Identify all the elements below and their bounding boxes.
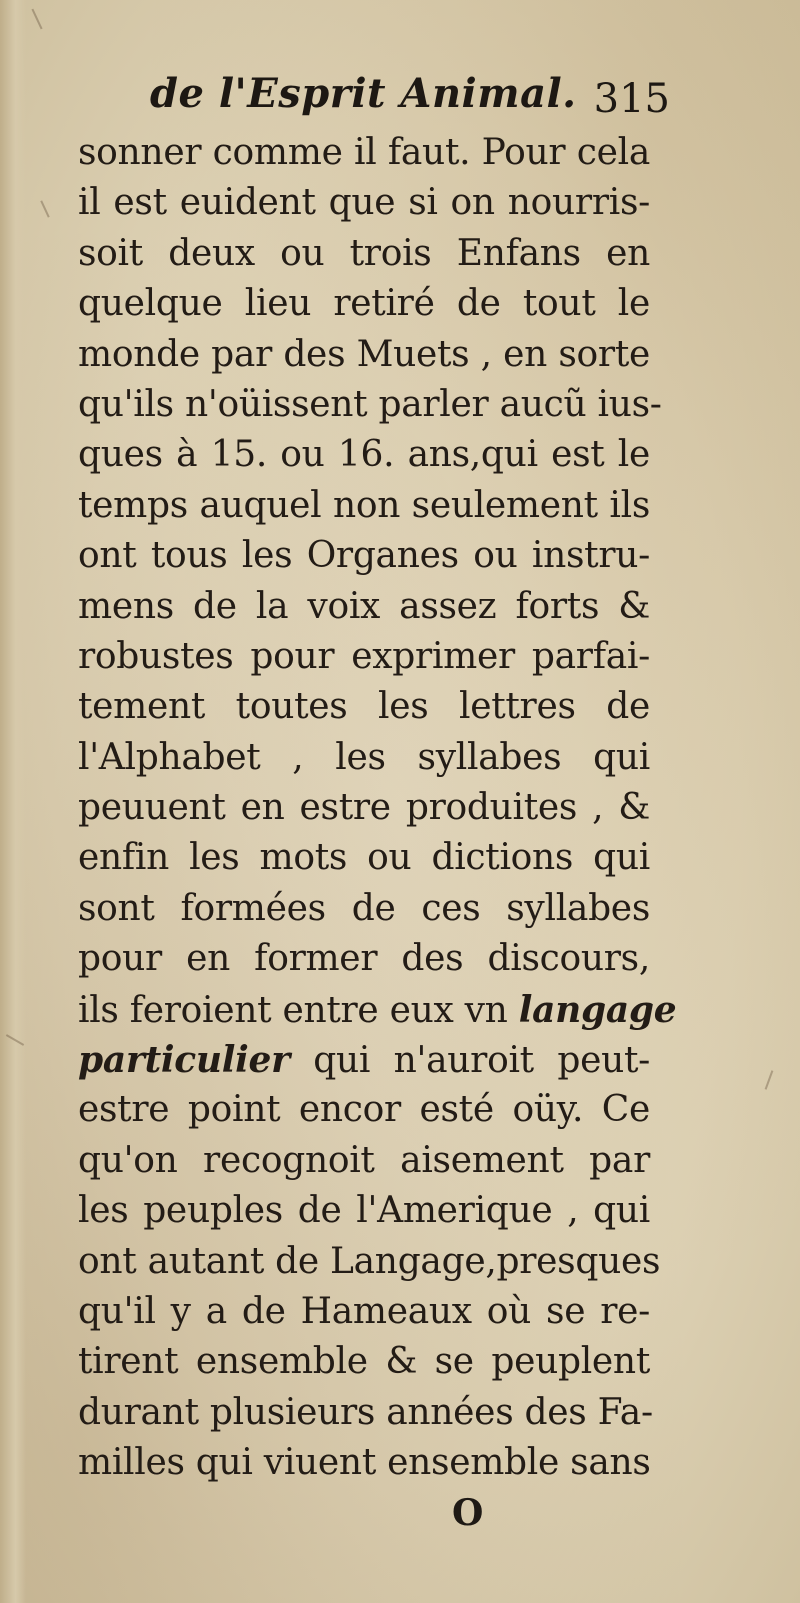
text-line: quelque lieu retiré de tout le — [78, 283, 650, 325]
italic-word: particulier — [78, 1039, 290, 1082]
text-line-prefix: ils feroient entre eux vn — [78, 989, 519, 1031]
text-line: tement toutes les lettres de — [78, 686, 650, 728]
text-line: sont formées de ces syllabes — [78, 887, 650, 929]
text-line: tirent ensemble & se peuplent — [78, 1341, 650, 1383]
text-line: ques à 15. ou 16. ans,qui est le — [78, 434, 650, 476]
running-title: de l'Esprit Animal. — [150, 70, 577, 117]
text-line: enfin les mots ou dictions qui — [78, 837, 650, 879]
text-line: pour en former des discours, — [78, 938, 650, 980]
text-line: robustes pour exprimer parfai- — [78, 635, 650, 677]
text-line: temps auquel non seulement ils — [78, 484, 650, 526]
text-line: milles qui viuent ensemble sans — [78, 1442, 651, 1484]
text-line: durant plusieurs années des Fa- — [78, 1391, 653, 1433]
page-gutter-edge — [0, 0, 26, 1603]
text-line: soit deux ou trois Enfans en — [78, 232, 650, 274]
italic-word: langage — [518, 988, 677, 1031]
body-text — [78, 128, 677, 1489]
text-line: ont tous les Organes ou instru- — [78, 535, 650, 577]
text-line: ont autant de Langage,presques — [78, 1240, 661, 1282]
text-line: sonner comme il faut. Pour cela — [78, 132, 650, 173]
text-line: qu'on recognoit aisement par — [78, 1139, 650, 1181]
text-line: peuuent en estre produites , & — [78, 787, 650, 829]
page-number: 315 — [593, 76, 670, 122]
text-line: estre point encor esté oüy. Ce — [78, 1089, 650, 1131]
text-line-with-italic — [78, 1035, 650, 1085]
text-line: qu'ils n'oüissent parler aucũ ius- — [78, 383, 662, 425]
text-line: il est euident que si on nourris- — [78, 182, 650, 224]
bleed-through-mark — [40, 200, 49, 217]
text-line: les peuples de l'Amerique , qui — [78, 1190, 650, 1232]
text-line-with-italic — [78, 985, 677, 1035]
text-line: mens de la voix assez forts & — [78, 585, 650, 627]
text-line: qu'il y a de Hameaux où se re- — [78, 1290, 650, 1332]
bleed-through-mark — [765, 1070, 774, 1089]
signature-mark: O — [452, 1492, 484, 1534]
text-line-rest: qui n'auroit peut- — [289, 1040, 650, 1082]
bleed-through-mark — [31, 9, 42, 30]
text-line: monde par des Muets , en sorte — [78, 333, 650, 375]
text-line: l'Alphabet , les syllabes qui — [78, 736, 650, 778]
